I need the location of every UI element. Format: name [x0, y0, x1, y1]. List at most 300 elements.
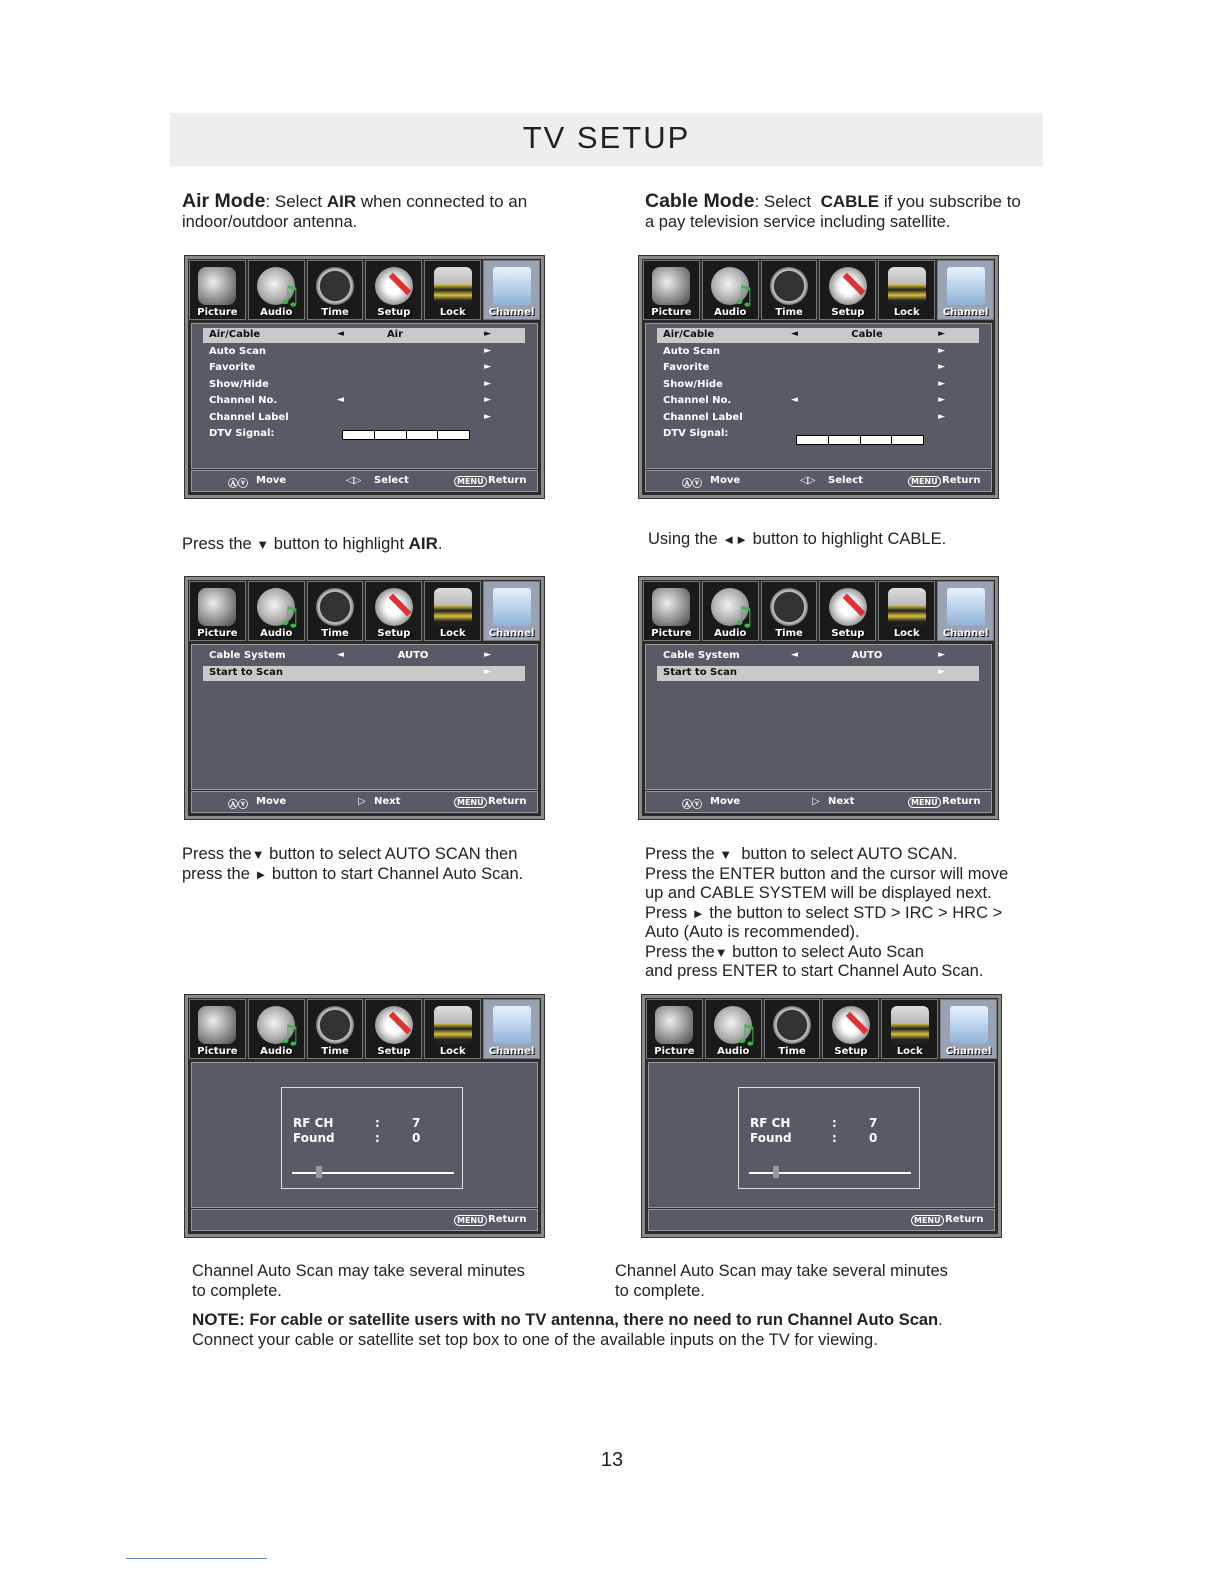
time-icon: [316, 267, 354, 305]
footer-move: Move: [710, 475, 741, 486]
picture-icon: [655, 1006, 693, 1044]
note: [192, 1310, 943, 1350]
air-done-text: [192, 1262, 525, 1301]
menu-footer: [191, 1209, 538, 1231]
menu-key-icon: MENU: [908, 797, 941, 808]
setup-icon: [375, 267, 413, 305]
tab-channel[interactable]: [937, 581, 994, 641]
text: Press the: [182, 845, 252, 863]
channel-icon: [493, 588, 531, 626]
menu-row-air-cable[interactable]: [203, 328, 525, 343]
time-icon: [773, 1006, 811, 1044]
tab-time[interactable]: [307, 999, 364, 1059]
tab-time[interactable]: [761, 581, 818, 641]
text: AIR: [408, 534, 438, 553]
text: indoor/outdoor antenna.: [182, 212, 358, 231]
text: a pay television service including satellite.: [645, 212, 951, 231]
text: the button to select STD > IRC > HRC >: [704, 903, 1003, 922]
right-arrow-icon: ►: [484, 667, 491, 677]
tab-label: Time: [321, 307, 349, 318]
row-label: Channel No.: [209, 395, 278, 406]
signal-meter: [342, 430, 470, 440]
down-arrow-icon: ▼: [251, 847, 265, 862]
right-arrow-icon: ►: [938, 379, 945, 389]
right-arrow-icon: ►: [484, 346, 491, 356]
up-down-icon: Ⓐⓥ: [682, 800, 702, 811]
right-arrow-icon: ►: [938, 412, 945, 422]
row-value: Air: [386, 329, 404, 340]
channel-icon: [493, 267, 531, 305]
menu-key-icon: MENU: [911, 1215, 944, 1226]
tab-label: Picture: [197, 1046, 238, 1057]
tab-label: Lock: [893, 307, 920, 318]
next-icon: ▷: [358, 796, 366, 807]
tab-label: Channel: [488, 628, 535, 639]
footer-return: Return: [942, 796, 981, 807]
tab-lock[interactable]: [424, 581, 481, 641]
signal-meter: [796, 435, 924, 445]
tab-setup[interactable]: [365, 999, 422, 1059]
time-icon: [770, 267, 808, 305]
channel-icon: [947, 588, 985, 626]
tab-picture[interactable]: [643, 581, 700, 641]
tab-label: Picture: [197, 628, 238, 639]
menu-key-icon: MENU: [454, 1215, 487, 1226]
time-icon: [316, 1006, 354, 1044]
row-label: Start to Scan: [209, 667, 284, 678]
tab-picture[interactable]: [189, 260, 246, 320]
menu-row-favorite[interactable]: [203, 361, 525, 376]
text: to complete.: [615, 1281, 705, 1300]
footer-next: Next: [374, 796, 401, 807]
menu-footer: [191, 470, 538, 492]
page-number: 13: [600, 1449, 624, 1471]
tab-label: Setup: [377, 307, 411, 318]
tab-channel[interactable]: [483, 581, 540, 641]
tab-channel[interactable]: [483, 260, 540, 320]
row-label: Channel No.: [663, 395, 732, 406]
row-label: Show/Hide: [209, 379, 269, 390]
time-icon: [770, 588, 808, 626]
tab-picture[interactable]: [189, 581, 246, 641]
tab-label: Audio: [714, 628, 747, 639]
tab-label: Audio: [260, 307, 293, 318]
audio-icon: [257, 588, 295, 626]
tv-scan-screen-cable: [638, 576, 999, 820]
text: :: [832, 1116, 837, 1130]
right-arrow-icon: ►: [938, 329, 945, 339]
menu-row-channel-label[interactable]: [657, 411, 979, 426]
row-label: Air/Cable: [663, 329, 715, 340]
text: button to start Channel Auto Scan.: [267, 864, 524, 883]
footer-return: Return: [945, 1214, 984, 1225]
tab-label: Picture: [651, 628, 692, 639]
tab-label: Channel: [945, 1046, 992, 1057]
text: Press the: [182, 535, 257, 553]
lock-icon: [891, 1006, 929, 1044]
right-arrow-icon: ►: [484, 395, 491, 405]
setup-icon: [375, 1006, 413, 1044]
rf-ch-label: RF CH: [293, 1116, 334, 1130]
down-arrow-icon: ▼: [714, 944, 728, 960]
text: :: [375, 1116, 380, 1130]
setup-icon: [829, 267, 867, 305]
audio-icon: [711, 267, 749, 305]
text: Press the ENTER button and the cursor will move: [645, 864, 1009, 883]
tab-label: Setup: [831, 307, 865, 318]
tab-lock[interactable]: [878, 260, 935, 320]
channel-menu: [191, 323, 538, 469]
tab-setup[interactable]: [819, 260, 876, 320]
found-value: 0: [869, 1131, 878, 1145]
menu-row-cable-system[interactable]: [203, 649, 525, 664]
lock-icon: [434, 1006, 472, 1044]
text: : Select: [265, 192, 327, 211]
picture-icon: [198, 267, 236, 305]
tab-label: Setup: [377, 1046, 411, 1057]
text: when connected to an: [356, 192, 528, 211]
text: button to highlight CABLE.: [748, 530, 947, 548]
left-arrow-icon: ◄: [337, 329, 344, 339]
text: and press ENTER to start Channel Auto Scan.: [645, 962, 984, 980]
progress-indicator: [773, 1166, 779, 1178]
picture-icon: [652, 267, 690, 305]
cable-step2-text: [645, 845, 1008, 982]
text: .: [938, 1311, 943, 1329]
rf-ch-value: 7: [412, 1116, 421, 1130]
text: : For cable or satellite users with no TV antenna, there no need to run Channel Auto Scan: [239, 1311, 939, 1329]
left-right-arrow-icon: ◄►: [722, 532, 749, 547]
menu-row-cable-system[interactable]: [657, 649, 979, 664]
text: button to highlight: [269, 535, 409, 553]
footer-return: Return: [488, 1214, 527, 1225]
footer-move: Move: [710, 796, 741, 807]
title-banner: [170, 113, 1043, 166]
tab-lock[interactable]: [878, 581, 935, 641]
down-arrow-icon: ▼: [256, 537, 270, 552]
tv-menu-screen-cable: [638, 255, 999, 499]
footer-move: Move: [256, 796, 287, 807]
tab-audio[interactable]: [248, 581, 305, 641]
menu-row-air-cable[interactable]: [657, 328, 979, 343]
right-arrow-icon: ►: [691, 905, 705, 921]
right-arrow-icon: ►: [484, 412, 491, 422]
menu-tabs: [189, 581, 540, 641]
screen-frame: [188, 580, 541, 816]
up-down-icon: Ⓐⓥ: [228, 479, 248, 490]
menu-row-auto-scan[interactable]: [203, 345, 525, 360]
lock-icon: [434, 267, 472, 305]
rf-ch-label: RF CH: [750, 1116, 791, 1130]
tv-scan-screen-air: [184, 576, 545, 820]
right-arrow-icon: ►: [484, 362, 491, 372]
tab-audio[interactable]: [248, 260, 305, 320]
tv-progress-screen-air: [184, 994, 545, 1238]
up-down-icon: Ⓐⓥ: [228, 800, 248, 811]
footer-select: Select: [374, 475, 409, 486]
right-arrow-icon: ►: [484, 329, 491, 339]
tab-label: Channel: [488, 307, 535, 318]
scan-progress-box: [281, 1087, 463, 1189]
menu-row-favorite[interactable]: [657, 361, 979, 376]
text: Press: [645, 903, 692, 922]
text: Connect your cable or satellite set top box to one of the available inputs on the TV for viewing.: [192, 1330, 878, 1349]
found-value: 0: [412, 1131, 421, 1145]
progress-indicator: [316, 1166, 322, 1178]
text: Channel Auto Scan may take several minutes: [192, 1262, 525, 1280]
tab-channel[interactable]: [483, 999, 540, 1059]
scan-menu: [191, 644, 538, 790]
tab-label: Time: [775, 628, 803, 639]
footer-select: Select: [828, 475, 863, 486]
tab-audio[interactable]: [705, 999, 762, 1059]
channel-icon: [493, 1006, 531, 1044]
tab-setup[interactable]: [365, 581, 422, 641]
tab-setup[interactable]: [365, 260, 422, 320]
text: CABLE: [820, 192, 880, 211]
tab-label: Time: [775, 307, 803, 318]
air-mode-intro: [182, 192, 527, 232]
tab-audio[interactable]: [702, 581, 759, 641]
tab-lock[interactable]: [881, 999, 938, 1059]
picture-icon: [198, 1006, 236, 1044]
tab-label: Lock: [896, 1046, 923, 1057]
row-value: Cable: [851, 329, 883, 340]
menu-row-channel-no[interactable]: [203, 394, 525, 409]
tab-label: Audio: [260, 628, 293, 639]
channel-menu: [645, 323, 992, 469]
tab-label: Setup: [834, 1046, 868, 1057]
tab-lock[interactable]: [424, 260, 481, 320]
tab-time[interactable]: [307, 581, 364, 641]
right-arrow-icon: ►: [484, 379, 491, 389]
setup-icon: [829, 588, 867, 626]
cable-mode-heading: Cable Mode: [645, 190, 755, 212]
tab-label: Setup: [377, 628, 411, 639]
tab-lock[interactable]: [424, 999, 481, 1059]
text: up and CABLE SYSTEM will be displayed next.: [645, 884, 992, 902]
menu-row-show-hide[interactable]: [657, 378, 979, 393]
tab-picture[interactable]: [643, 260, 700, 320]
footer-return: Return: [488, 475, 527, 486]
row-label: Cable System: [663, 650, 740, 661]
tab-label: Picture: [197, 307, 238, 318]
channel-icon: [950, 1006, 988, 1044]
divider: [126, 1558, 267, 1559]
tab-audio[interactable]: [702, 260, 759, 320]
menu-row-dtv-signal: [203, 427, 525, 442]
text: Channel Auto Scan may take several minutes: [615, 1262, 948, 1280]
picture-icon: [198, 588, 236, 626]
footer-return: Return: [942, 475, 981, 486]
text: button to select AUTO SCAN then: [264, 845, 518, 863]
tab-setup[interactable]: [819, 581, 876, 641]
cable-step1-text: [648, 530, 946, 550]
menu-row-auto-scan[interactable]: [657, 345, 979, 360]
tab-label: Lock: [439, 307, 466, 318]
cable-mode-intro: [645, 192, 1021, 232]
left-arrow-icon: ◄: [791, 329, 798, 339]
tab-label: Channel: [942, 628, 989, 639]
menu-tabs: [189, 999, 540, 1059]
tab-label: Time: [778, 1046, 806, 1057]
menu-footer: [645, 791, 992, 813]
right-arrow-icon: ►: [938, 362, 945, 372]
screen-frame: [188, 998, 541, 1234]
text: : Select: [754, 192, 821, 211]
text: button to select Auto Scan: [727, 942, 924, 961]
cable-done-text: [615, 1262, 948, 1301]
tab-time[interactable]: [764, 999, 821, 1059]
tab-channel[interactable]: [937, 260, 994, 320]
tab-time[interactable]: [307, 260, 364, 320]
text: if you subscribe to: [879, 192, 1021, 211]
footer-return: Return: [488, 796, 527, 807]
row-label: Channel Label: [209, 412, 289, 423]
screen-frame: [645, 998, 998, 1234]
scan-menu: [645, 644, 992, 790]
progress-panel: [191, 1062, 538, 1208]
row-label: Auto Scan: [209, 346, 266, 357]
row-label: Favorite: [663, 362, 710, 373]
menu-row-show-hide[interactable]: [203, 378, 525, 393]
text: AIR: [326, 192, 357, 211]
row-label: DTV Signal:: [209, 428, 275, 439]
tab-label: Channel: [488, 1046, 535, 1057]
row-label: Auto Scan: [663, 346, 720, 357]
scan-progress-box: [738, 1087, 920, 1189]
menu-tabs: [646, 999, 997, 1059]
right-arrow-icon: ►: [938, 667, 945, 677]
page-title: TV SETUP: [522, 120, 691, 155]
next-icon: ▷: [812, 796, 820, 807]
air-step1-text: [182, 534, 442, 555]
row-value: AUTO: [397, 650, 429, 661]
screen-frame: [642, 580, 995, 816]
menu-key-icon: MENU: [454, 797, 487, 808]
tab-picture[interactable]: [189, 999, 246, 1059]
text: press the: [182, 864, 255, 883]
left-arrow-icon: ◄: [337, 650, 344, 660]
menu-row-channel-label[interactable]: [203, 411, 525, 426]
tab-label: Channel: [942, 307, 989, 318]
left-arrow-icon: ◄: [791, 395, 798, 405]
menu-row-start-to-scan[interactable]: [657, 666, 979, 681]
text: :: [832, 1131, 837, 1145]
note-label: NOTE: [192, 1310, 240, 1329]
tab-picture[interactable]: [646, 999, 703, 1059]
row-label: Channel Label: [663, 412, 743, 423]
row-label: Start to Scan: [663, 667, 738, 678]
row-label: Favorite: [209, 362, 256, 373]
text: Press the: [645, 845, 720, 863]
picture-icon: [652, 588, 690, 626]
tab-label: Picture: [651, 307, 692, 318]
tab-audio[interactable]: [248, 999, 305, 1059]
time-icon: [316, 588, 354, 626]
left-arrow-icon: ◄: [337, 395, 344, 405]
text: :: [375, 1131, 380, 1145]
text: Using the: [648, 530, 723, 548]
menu-footer: [648, 1209, 995, 1231]
menu-key-icon: MENU: [454, 476, 487, 487]
text: button to select AUTO SCAN.: [732, 845, 958, 863]
lock-icon: [888, 588, 926, 626]
menu-tabs: [643, 581, 994, 641]
lock-icon: [888, 267, 926, 305]
row-label: Cable System: [209, 650, 286, 661]
tab-label: Lock: [439, 1046, 466, 1057]
right-arrow-icon: ►: [254, 866, 268, 882]
menu-row-start-to-scan[interactable]: [203, 666, 525, 681]
tab-label: Lock: [439, 628, 466, 639]
left-arrow-icon: ◄: [791, 650, 798, 660]
row-label: Show/Hide: [663, 379, 723, 390]
setup-icon: [832, 1006, 870, 1044]
tab-label: Picture: [654, 1046, 695, 1057]
text: Press the: [645, 942, 715, 961]
found-label: Found: [293, 1131, 335, 1145]
menu-row-channel-no[interactable]: [657, 394, 979, 409]
tab-label: Time: [321, 1046, 349, 1057]
right-arrow-icon: ►: [938, 395, 945, 405]
setup-icon: [375, 588, 413, 626]
row-label: DTV Signal:: [663, 428, 729, 439]
tab-time[interactable]: [761, 260, 818, 320]
row-label: Air/Cable: [209, 329, 261, 340]
audio-icon: [711, 588, 749, 626]
tv-menu-screen-air: [184, 255, 545, 499]
tab-label: Setup: [831, 628, 865, 639]
progress-panel: [648, 1062, 995, 1208]
tab-setup[interactable]: [822, 999, 879, 1059]
menu-footer: [191, 791, 538, 813]
right-arrow-icon: ►: [938, 346, 945, 356]
tv-progress-screen-cable: [641, 994, 1002, 1238]
left-right-icon: ◁▷: [800, 475, 816, 486]
menu-tabs: [189, 260, 540, 320]
tab-label: Lock: [893, 628, 920, 639]
footer-move: Move: [256, 475, 287, 486]
up-down-icon: Ⓐⓥ: [682, 479, 702, 490]
text: .: [437, 535, 443, 553]
audio-icon: [257, 267, 295, 305]
screen-frame: [642, 259, 995, 495]
air-step2-text: [182, 845, 523, 884]
air-mode-heading: Air Mode: [182, 190, 266, 212]
right-arrow-icon: ►: [484, 650, 491, 660]
menu-key-icon: MENU: [908, 476, 941, 487]
tab-label: Audio: [260, 1046, 293, 1057]
tab-channel[interactable]: [940, 999, 997, 1059]
menu-row-dtv-signal: [657, 427, 979, 442]
screen-frame: [188, 259, 541, 495]
down-arrow-icon: ▼: [719, 847, 733, 862]
row-value: AUTO: [851, 650, 883, 661]
left-right-icon: ◁▷: [346, 475, 362, 486]
tab-label: Audio: [717, 1046, 750, 1057]
channel-icon: [947, 267, 985, 305]
tab-label: Audio: [714, 307, 747, 318]
rf-ch-value: 7: [869, 1116, 878, 1130]
audio-icon: [257, 1006, 295, 1044]
found-label: Found: [750, 1131, 792, 1145]
footer-next: Next: [828, 796, 855, 807]
menu-footer: [645, 470, 992, 492]
audio-icon: [714, 1006, 752, 1044]
text: to complete.: [192, 1281, 282, 1300]
lock-icon: [434, 588, 472, 626]
